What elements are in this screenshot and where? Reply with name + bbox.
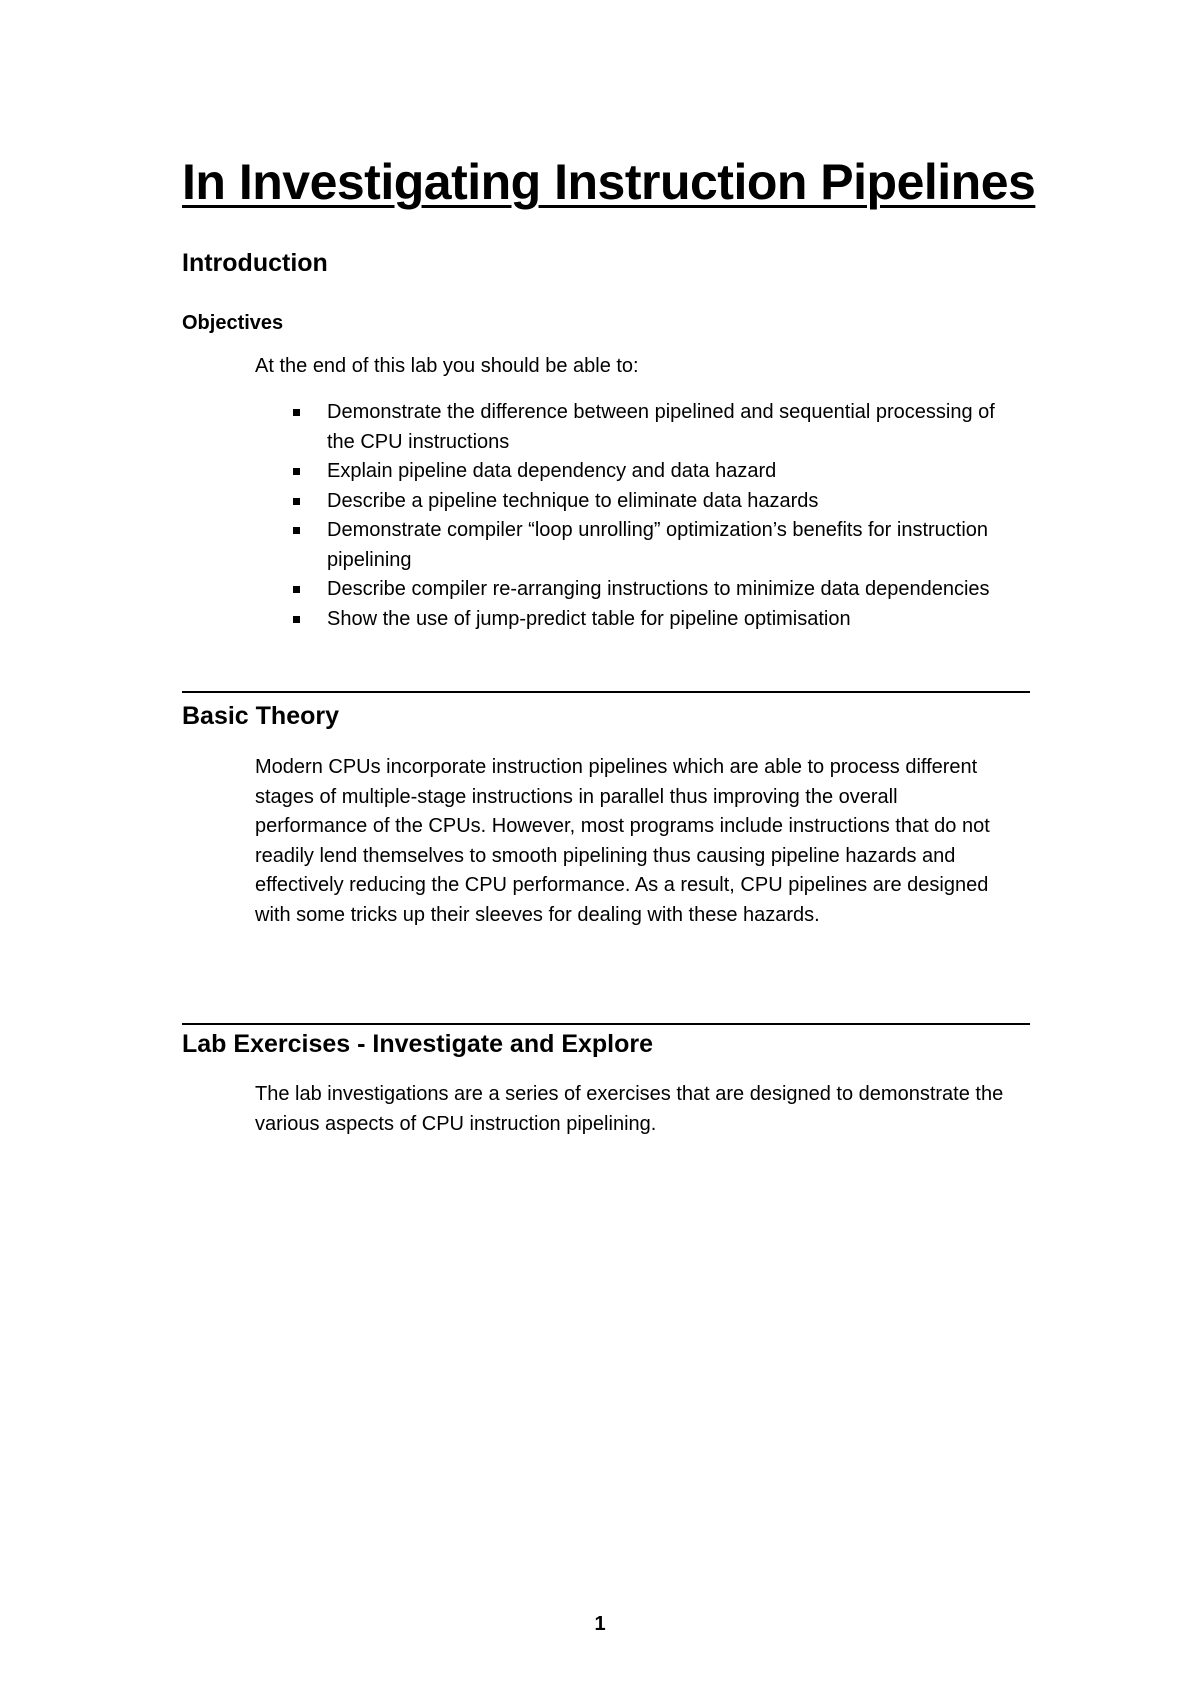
- list-item: [255, 575, 1015, 605]
- list-item: [255, 605, 1015, 635]
- square-bullet-icon: [293, 468, 300, 475]
- list-item-text: Explain pipeline data dependency and data hazard: [327, 460, 777, 482]
- list-item: [255, 398, 1015, 457]
- objectives-heading: Objectives: [182, 312, 284, 334]
- section-divider: [182, 691, 1030, 693]
- square-bullet-icon: [293, 616, 300, 623]
- basic-theory-heading: Basic Theory: [182, 702, 340, 730]
- objectives-lead: At the end of this lab you should be able to:: [255, 355, 639, 377]
- list-item: [255, 457, 1015, 487]
- square-bullet-icon: [293, 409, 300, 416]
- introduction-heading: Introduction: [182, 249, 328, 277]
- list-item: [255, 487, 1015, 517]
- list-item-text: Describe compiler re-arranging instructions to minimize data dependencies: [327, 578, 990, 600]
- list-item-text: Show the use of jump-predict table for pipeline optimisation: [327, 607, 851, 630]
- square-bullet-icon: [293, 498, 300, 505]
- list-item-text: Demonstrate the difference between pipelined and sequential processing of the CPU instructions: [327, 401, 995, 453]
- square-bullet-icon: [293, 527, 300, 534]
- document-title: In Investigating Instruction Pipelines: [182, 154, 1036, 210]
- lab-exercises-heading: Lab Exercises - Investigate and Explore: [182, 1030, 654, 1058]
- list-item-text: Demonstrate compiler “loop unrolling” optimization’s benefits for instruction pipelining: [327, 519, 989, 571]
- section-divider: [182, 1023, 1030, 1025]
- list-item-text: Describe a pipeline technique to eliminate data hazards: [327, 489, 819, 512]
- basic-theory-paragraph: Modern CPUs incorporate instruction pipelines which are able to process different stages of multiple-stage instructions in parallel thus improving the overall performance of the CPUs. However, most programs include instructions that do not readily lend themselves to smooth pipelining thus causing pipeline hazards and effectively reducing the CPU performance. As a result, CPU pipelines are designed with some tricks up their sleeves for dealing with these hazards.: [255, 756, 990, 926]
- square-bullet-icon: [293, 586, 300, 593]
- lab-exercises-paragraph: The lab investigations are a series of exercises that are designed to demonstrate the various aspects of CPU instruction pipelining.: [255, 1083, 1004, 1135]
- objectives-list: [255, 398, 1015, 634]
- page-number: 1: [594, 1613, 606, 1635]
- list-item: [255, 516, 1015, 575]
